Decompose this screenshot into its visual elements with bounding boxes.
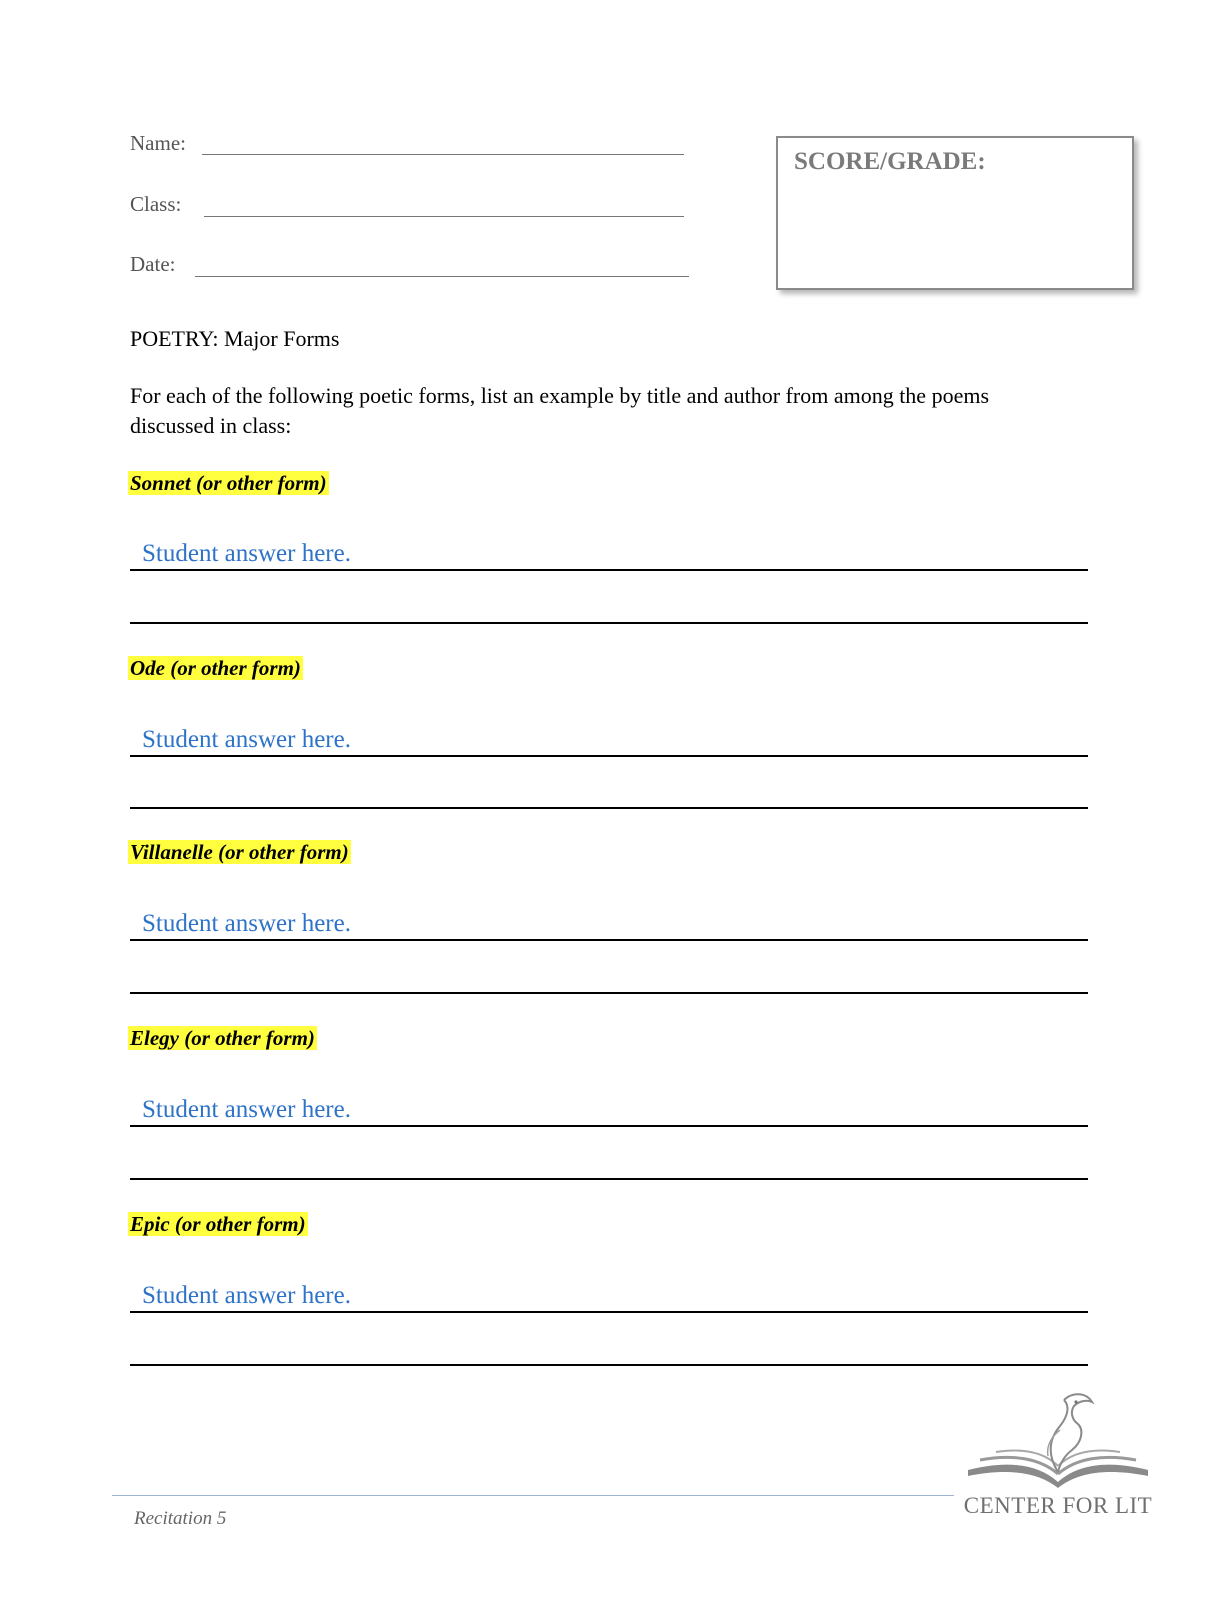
form-item-sonnet bbox=[128, 471, 329, 496]
answer-line[interactable] bbox=[130, 1364, 1088, 1366]
answer-line[interactable] bbox=[130, 622, 1088, 624]
answer-line[interactable] bbox=[130, 992, 1088, 994]
center-for-lit-logo bbox=[960, 1390, 1156, 1526]
answer-line[interactable] bbox=[130, 1311, 1088, 1313]
name-label: Name: bbox=[130, 131, 186, 155]
answer-line[interactable] bbox=[130, 1178, 1088, 1180]
score-grade-box[interactable] bbox=[776, 136, 1134, 290]
form-label: Ode (or other form) bbox=[130, 656, 301, 680]
pelican-book-icon bbox=[960, 1390, 1156, 1494]
score-grade-label: SCORE/GRADE: bbox=[794, 148, 986, 175]
answer-text[interactable]: Student answer here. bbox=[142, 1096, 351, 1123]
logo-text: CENTER FOR LIT bbox=[963, 1493, 1153, 1518]
form-label: Sonnet (or other form) bbox=[130, 471, 327, 495]
answer-line[interactable] bbox=[130, 939, 1088, 941]
answer-line[interactable] bbox=[130, 755, 1088, 757]
form-item-elegy bbox=[128, 1026, 317, 1051]
answer-text[interactable]: Student answer here. bbox=[142, 726, 351, 753]
instructions: For each of the following poetic forms, list an example by title and author from among the poems discussed in class: bbox=[130, 383, 990, 438]
answer-line[interactable] bbox=[130, 1125, 1088, 1127]
footer-recitation: Recitation 5 bbox=[134, 1508, 227, 1529]
date-field[interactable] bbox=[195, 276, 689, 277]
class-label: Class: bbox=[130, 192, 182, 216]
form-item-villanelle bbox=[128, 840, 351, 865]
footer-divider bbox=[112, 1495, 954, 1496]
section-title: POETRY: Major Forms bbox=[130, 326, 340, 351]
form-label: Elegy (or other form) bbox=[130, 1026, 315, 1050]
form-item-ode bbox=[128, 656, 303, 681]
answer-line[interactable] bbox=[130, 569, 1088, 571]
name-field[interactable] bbox=[202, 154, 684, 155]
answer-text[interactable]: Student answer here. bbox=[142, 1282, 351, 1309]
answer-text[interactable]: Student answer here. bbox=[142, 910, 351, 937]
answer-line[interactable] bbox=[130, 807, 1088, 809]
form-label: Epic (or other form) bbox=[130, 1212, 306, 1236]
date-label: Date: bbox=[130, 252, 176, 276]
form-item-epic bbox=[128, 1212, 308, 1237]
form-label: Villanelle (or other form) bbox=[130, 840, 349, 864]
class-field[interactable] bbox=[204, 216, 684, 217]
answer-text[interactable]: Student answer here. bbox=[142, 540, 351, 567]
